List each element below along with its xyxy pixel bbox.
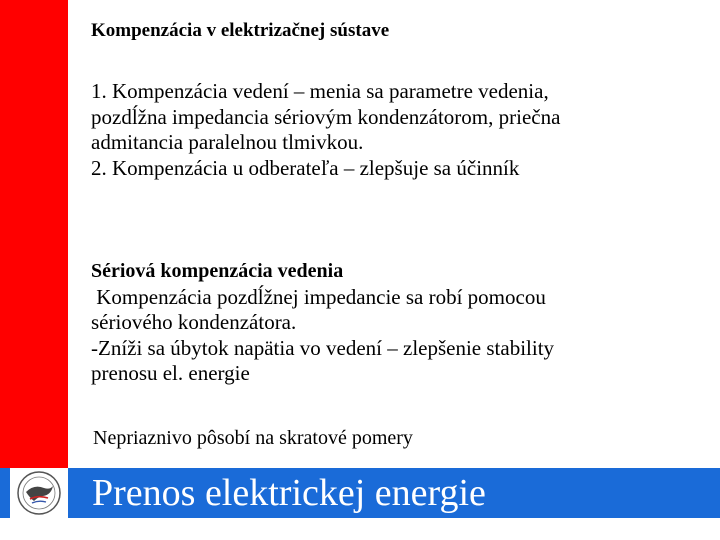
section-line: Kompenzácia pozdĺžnej impedancie sa robí pomocou <box>91 284 546 309</box>
footer-bar <box>0 468 720 518</box>
university-seal-icon <box>10 468 68 518</box>
list-line: 2. Kompenzácia u odberateľa – zlepšuje sa účinník <box>91 155 520 180</box>
logo-container <box>10 468 68 518</box>
list-line: 1. Kompenzácia vedení – menia sa parametre vedenia, <box>91 79 549 103</box>
series-compensation-section <box>91 259 554 387</box>
section-line: -Zníži sa úbytok napätia vo vedení – zlepšenie stability <box>91 335 555 360</box>
slide-heading: Kompenzácia v elektrizačnej sústave <box>91 20 390 41</box>
side-accent-bar <box>0 0 68 468</box>
list-line: pozdĺžna impedancia sériovým kondenzátorom, priečna <box>91 104 561 129</box>
compensation-list <box>91 79 560 181</box>
footer-title: Prenos elektrickej energie <box>92 472 486 514</box>
note-text: Nepriaznivo pôsobí na skratové pomery <box>93 427 413 449</box>
list-line: admitancia paralelnou tlmivkou. <box>91 130 364 154</box>
section-line: sériového kondenzátora. <box>91 310 297 334</box>
section-title: Sériová kompenzácia vedenia <box>91 260 344 282</box>
section-line: prenosu el. energie <box>91 361 250 385</box>
